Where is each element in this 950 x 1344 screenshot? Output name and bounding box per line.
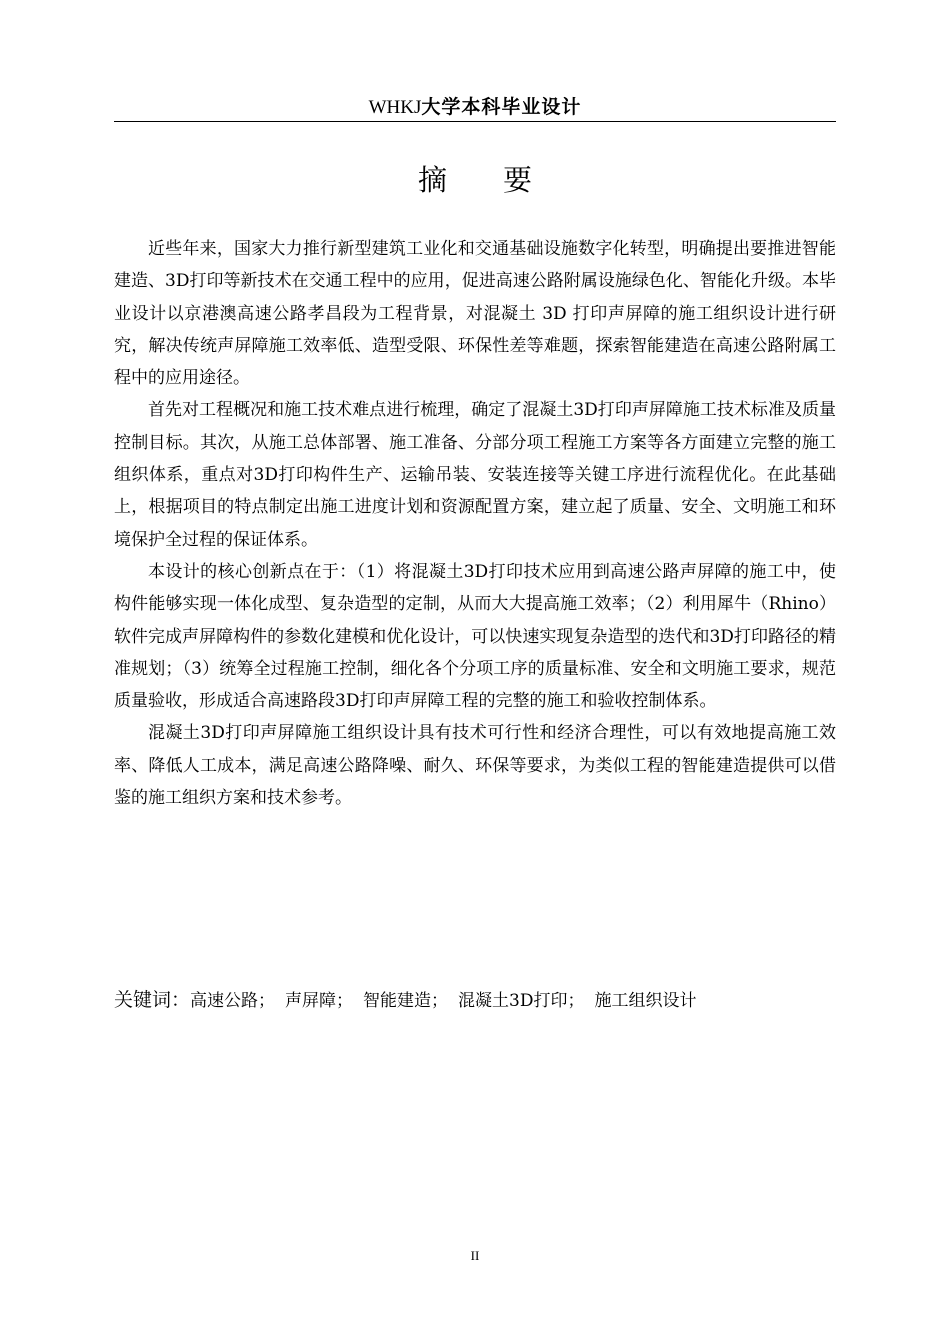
abstract-title-char-2: 要 — [503, 163, 533, 197]
header-title-latin: WHKJ — [368, 97, 422, 118]
keyword-item: 高速公路； — [190, 991, 276, 1011]
abstract-paragraph-4: 混凝土3D打印声屏障施工组织设计具有技术可行性和经济合理性，可以有效地提高施工效率、降低人工成本，满足高速公路降噪、耐久、环保等要求，为类似工程的智能建造提供可以借鉴的施工组织方案和技术参考。 — [114, 723, 836, 809]
header-title-cjk: 大学本科毕业设计 — [421, 96, 582, 118]
keywords-line — [114, 985, 836, 1016]
abstract-title-char-1: 摘 — [417, 163, 447, 197]
abstract-paragraph-2: 首先对工程概况和施工技术难点进行梳理，确定了混凝土3D打印声屏障施工技术标准及质量控制目标。其次，从施工总体部署、施工准备、分部分项工程施工方案等各方面建立完整的施工组织体系，重点对3D打印构件生产、运输吊装、安装连接等关键工序进行流程优化。在此基础上，根据项目的特点制定出施工进度计划和资源配置方案，建立起了质量、安全、文明施工和环境保护全过程的保证体系。 — [114, 400, 836, 550]
keyword-item: 声屏障； — [285, 991, 354, 1011]
abstract-paragraph-1: 近些年来，国家大力推行新型建筑工业化和交通基础设施数字化转型，明确提出要推进智能建造、3D打印等新技术在交通工程中的应用，促进高速公路附属设施绿色化、智能化升级。本毕业设计以京港澳高速公路孝昌段为工程背景，对混凝土 3D 打印声屏障的施工组织设计进行研究，解决传统声屏障施工效率低、造型受限、环保性差等难题，探索智能建造在高速公路附属工程中的应用途径。 — [114, 239, 836, 389]
abstract-title — [114, 160, 836, 200]
page-number: II — [470, 1248, 480, 1263]
keyword-item: 混凝土3D打印； — [458, 991, 585, 1011]
page-header — [114, 94, 836, 120]
abstract-body — [114, 233, 836, 814]
header-divider — [114, 121, 836, 122]
abstract-paragraph-3: 本设计的核心创新点在于：（1）将混凝土3D打印技术应用到高速公路声屏障的施工中，使构件能够实现一体化成型、复杂造型的定制，从而大大提高施工效率；（2）利用犀牛（Rhino）软件完成声屏障构件的参数化建模和优化设计，可以快速实现复杂造型的迭代和3D打印路径的精准规划；（3）统筹全过程施工控制，细化各个分项工序的质量标准、安全和文明施工要求，规范质量验收，形成适合高速路段3D打印声屏障工程的完整的施工和验收控制体系。 — [114, 561, 836, 712]
keyword-item: 智能建造； — [363, 991, 449, 1011]
keyword-item: 施工组织设计 — [594, 991, 697, 1011]
keywords-label: 关键词： — [114, 989, 191, 1011]
